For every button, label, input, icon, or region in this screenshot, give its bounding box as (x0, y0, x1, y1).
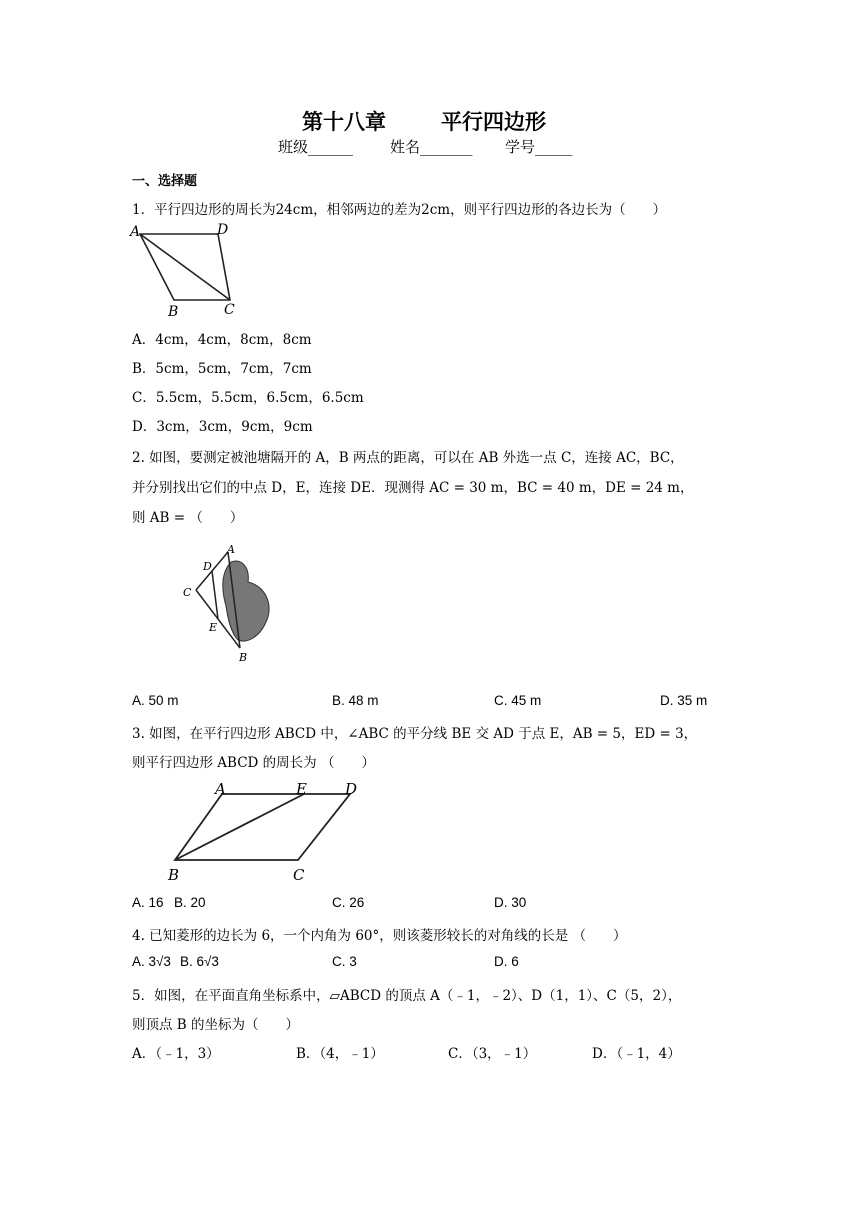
q2-stem-line1: 2. 如图，要测定被池塘隔开的 A，B 两点的距离，可以在 AB 外选一点 C，连接 AC，BC， (132, 450, 684, 466)
q5-option-a: A．（﹣1，3） (132, 1046, 220, 1062)
q3-option-a: A. 16 (132, 895, 164, 910)
q2-label-b: B (239, 651, 248, 664)
q1-option-b: B．5cm，5cm，7cm，7cm (132, 361, 312, 377)
q4-option-d: D. 6 (494, 954, 519, 969)
q4-option-b: B. 6√3 (180, 954, 219, 969)
q2-option-d: D. 35 m (660, 693, 708, 708)
q2-stem-line2: 并分别找出它们的中点 D，E，连接 DE．现测得 AC = 30 m，BC = 40 m，DE = 24 m， (132, 480, 694, 496)
q2-option-b: B. 48 m (332, 693, 379, 708)
q1-option-a: A．4cm，4cm，8cm，8cm (132, 332, 312, 348)
q1-option-d: D．3cm，3cm，9cm，9cm (132, 419, 313, 435)
q3-label-d: D (345, 780, 358, 798)
q2-option-a: A. 50 m (132, 693, 179, 708)
q2-label-a: A (227, 543, 235, 556)
q2-stem-line3: 则 AB = （ ） (132, 510, 244, 526)
q3-label-b: B (168, 866, 180, 884)
chapter-number: 第十八章 (302, 110, 386, 134)
q3-stem-line2: 则平行四边形 ABCD 的周长为 （ ） (132, 755, 375, 771)
name-field: 姓名_______ (390, 138, 473, 156)
section-heading: 一、选择题 (132, 174, 198, 189)
q2-label-d: D (203, 560, 212, 573)
q3-option-b: B. 20 (174, 895, 206, 910)
q1-label-a: A (130, 224, 141, 240)
q3-label-c: C (293, 866, 305, 884)
q3-figure (160, 778, 380, 888)
q3-stem-line1: 3. 如图，在平行四边形 ABCD 中，∠ABC 的平分线 BE 交 AD 于点 E，AB = 5，ED = 3， (132, 726, 698, 742)
q1-label-b: B (168, 304, 179, 320)
q3-label-a: A (215, 780, 226, 798)
class-field: 班级______ (278, 138, 354, 156)
q3-option-d: D. 30 (494, 895, 527, 910)
q5-option-d: D．（﹣1，4） (592, 1046, 681, 1062)
q5-stem-line1: 5．如图，在平面直角坐标系中，▱ABCD 的顶点 A（﹣1，﹣2）、D（1，1）、C（5，2）， (132, 988, 682, 1004)
q2-label-c: C (183, 586, 192, 599)
q1-label-c: C (224, 302, 235, 318)
q5-option-b: B．（4，﹣1） (296, 1046, 384, 1062)
q1-figure (128, 222, 248, 322)
chapter-title: 平行四边形 (441, 110, 546, 134)
q1-option-c: C．5.5cm，5.5cm，6.5cm，6.5cm (132, 390, 364, 406)
q2-option-c: C. 45 m (494, 693, 542, 708)
q3-label-e: E (296, 780, 307, 798)
q5-stem-line2: 则顶点 B 的坐标为（ ） (132, 1017, 300, 1033)
q4-option-c: C. 3 (332, 954, 357, 969)
student-id-field: 学号_____ (505, 138, 573, 156)
q3-option-c: C. 26 (332, 895, 365, 910)
q4-stem: 4. 已知菱形的边长为 6，一个内角为 60°，则该菱形较长的对角线的长是 （ ） (132, 928, 627, 944)
q2-pond-figure (176, 540, 286, 668)
q1-stem: 1．平行四边形的周长为24cm，相邻两边的差为2cm，则平行四边形的各边长为（ ） (132, 202, 667, 218)
q2-label-e: E (209, 621, 218, 634)
q5-option-c: C．（3，﹣1） (448, 1046, 537, 1062)
q4-option-a: A. 3√3 (132, 954, 171, 969)
q1-label-d: D (217, 222, 229, 238)
